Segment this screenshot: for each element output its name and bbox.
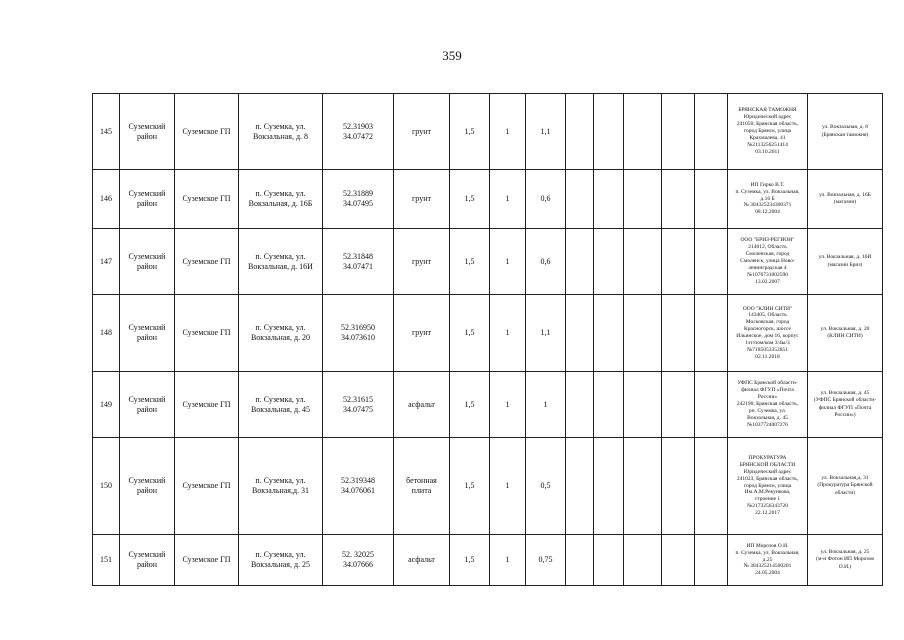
empty-cell [624, 438, 662, 535]
surface-cell: грунт [394, 170, 450, 229]
row-number: 150 [93, 438, 120, 535]
empty-cell [695, 372, 728, 438]
address-cell: п. Суземка, ул. Вокзальная, д. 20 [239, 295, 323, 372]
container-count-cell: 1 [490, 229, 526, 295]
empty-cell [594, 535, 624, 586]
row-number: 148 [93, 295, 120, 372]
table-row [93, 295, 883, 372]
empty-cell [662, 229, 695, 295]
empty-cell [594, 229, 624, 295]
registry-table [92, 93, 883, 586]
empty-cell [566, 94, 594, 170]
empty-cell [624, 372, 662, 438]
district-cell: Суземский район [120, 229, 175, 295]
owner-cell: ИП Морозов О.И. п. Суземка, ул. Вокзальная, д.25 № 304325214500201 24.05.2004 [728, 535, 808, 586]
container-count-cell: 1 [490, 438, 526, 535]
district-cell: Суземский район [120, 438, 175, 535]
district-cell: Суземский район [120, 170, 175, 229]
empty-cell [566, 438, 594, 535]
settlement-cell: Суземское ГП [175, 229, 239, 295]
row-number: 146 [93, 170, 120, 229]
area-cell: 1,5 [450, 94, 490, 170]
empty-cell [566, 170, 594, 229]
empty-cell [624, 94, 662, 170]
area-cell: 1,5 [450, 372, 490, 438]
coordinates-cell: 52.31848 34.07471 [323, 229, 394, 295]
waste-source-cell: ул. Вокзальная,д. 31 (Прокуратура Брянской области) [808, 438, 883, 535]
volume-cell: 0,75 [526, 535, 566, 586]
area-cell: 1,5 [450, 170, 490, 229]
district-cell: Суземский район [120, 94, 175, 170]
coordinates-cell: 52.31889 34.07495 [323, 170, 394, 229]
empty-cell [695, 94, 728, 170]
row-number: 147 [93, 229, 120, 295]
volume-cell: 0,6 [526, 229, 566, 295]
owner-cell: БРЯНСКАЯ ТАМОЖНЯ Юридический адрес 241050, Брянская область, город Брянск, улица Крахмалева, 41 №2113256251414 03.10.2011 [728, 94, 808, 170]
table-row [93, 535, 883, 586]
container-count-cell: 1 [490, 94, 526, 170]
table-row [93, 229, 883, 295]
empty-cell [624, 229, 662, 295]
waste-source-cell: ул. Вокзальная, д. 25 (м-н Фотон ИП Морозов О.И.) [808, 535, 883, 586]
empty-cell [695, 438, 728, 535]
empty-cell [594, 94, 624, 170]
owner-cell: ПРОКУРАТУРА БРЯНСКОЙ ОБЛАСТИ Юридический адрес 241023, Брянская область, город Брянск, улица Им.А.М.Рекункова, строение 1 №2173256343720 22.12.2017 [728, 438, 808, 535]
row-number: 145 [93, 94, 120, 170]
district-cell: Суземский район [120, 295, 175, 372]
waste-source-cell: ул. Вокзальная, д. 20 (КЛИН СИТИ) [808, 295, 883, 372]
address-cell: п. Суземка, ул. Вокзальная, д. 45 [239, 372, 323, 438]
empty-cell [594, 295, 624, 372]
settlement-cell: Суземское ГП [175, 94, 239, 170]
coordinates-cell: 52.31615 34.07475 [323, 372, 394, 438]
surface-cell: асфальт [394, 535, 450, 586]
address-cell: п. Суземка, ул. Вокзальная, д. 16Б [239, 170, 323, 229]
waste-source-cell: ул. Вокзальная, д. 45 (УФПС Брянской области- филиал ФГУП «Почта России») [808, 372, 883, 438]
volume-cell: 1,1 [526, 94, 566, 170]
district-cell: Суземский район [120, 535, 175, 586]
empty-cell [594, 438, 624, 535]
empty-cell [594, 372, 624, 438]
empty-cell [662, 438, 695, 535]
surface-cell: грунт [394, 229, 450, 295]
waste-source-cell: ул. Вокзальная, д. 16Б (магазин) [808, 170, 883, 229]
volume-cell: 0,6 [526, 170, 566, 229]
empty-cell [695, 535, 728, 586]
empty-cell [662, 372, 695, 438]
empty-cell [594, 170, 624, 229]
area-cell: 1,5 [450, 438, 490, 535]
address-cell: п. Суземка, ул. Вокзальная, д. 8 [239, 94, 323, 170]
coordinates-cell: 52.319348 34.076061 [323, 438, 394, 535]
empty-cell [566, 372, 594, 438]
address-cell: п. Суземка, ул. Вокзальная, д. 16И [239, 229, 323, 295]
owner-cell: ООО "КЛИН СИТИ" 143405, Область Московская, город Красногорск, шоссе Ильинское, дом 16, корпус 1эт/пом/ком 3/4ы/3 №7185053352851 02.11.2018 [728, 295, 808, 372]
settlement-cell: Суземское ГП [175, 170, 239, 229]
volume-cell: 1,1 [526, 295, 566, 372]
area-cell: 1,5 [450, 535, 490, 586]
empty-cell [566, 295, 594, 372]
area-cell: 1,5 [450, 229, 490, 295]
container-count-cell: 1 [490, 170, 526, 229]
container-count-cell: 1 [490, 372, 526, 438]
surface-cell: асфальт [394, 372, 450, 438]
table-row [93, 438, 883, 535]
settlement-cell: Суземское ГП [175, 372, 239, 438]
container-count-cell: 1 [490, 535, 526, 586]
district-cell: Суземский район [120, 372, 175, 438]
settlement-cell: Суземское ГП [175, 295, 239, 372]
empty-cell [662, 94, 695, 170]
waste-source-cell: ул. Вокзальная, д. 8 (Брянская таможня) [808, 94, 883, 170]
row-number: 149 [93, 372, 120, 438]
container-count-cell: 1 [490, 295, 526, 372]
empty-cell [695, 170, 728, 229]
table-row [93, 94, 883, 170]
empty-cell [624, 535, 662, 586]
coordinates-cell: 52.316950 34.073610 [323, 295, 394, 372]
owner-cell: ИП Гирко В.Т. п. Суземка, ул. Вокзальная, д.16 Б № 304325234300371 08.12.2004 [728, 170, 808, 229]
waste-source-cell: ул. Вокзальная, д. 16И (магазин Бриз) [808, 229, 883, 295]
coordinates-cell: 52. 32025 34.07666 [323, 535, 394, 586]
empty-cell [662, 295, 695, 372]
address-cell: п. Суземка, ул. Вокзальная, д. 25 [239, 535, 323, 586]
empty-cell [662, 535, 695, 586]
volume-cell: 0,5 [526, 438, 566, 535]
empty-cell [695, 229, 728, 295]
surface-cell: грунт [394, 295, 450, 372]
empty-cell [662, 170, 695, 229]
page-number: 359 [442, 48, 462, 63]
settlement-cell: Суземское ГП [175, 535, 239, 586]
coordinates-cell: 52.31903 34.07472 [323, 94, 394, 170]
surface-cell: бетонная плита [394, 438, 450, 535]
empty-cell [695, 295, 728, 372]
empty-cell [566, 229, 594, 295]
address-cell: п. Суземка, ул. Вокзальная,д. 31 [239, 438, 323, 535]
row-number: 151 [93, 535, 120, 586]
table-row [93, 372, 883, 438]
empty-cell [624, 170, 662, 229]
owner-cell: УФПС Брянской области- филиал ФГУП «Почта России» 242190, Брянская область, рп. Суземка, ул. Вокзальная, д. 45 №1037724007276 [728, 372, 808, 438]
empty-cell [566, 535, 594, 586]
owner-cell: ООО "БРИЗ-РЕГИОН" 214012, Область Смоленская, город Смоленск, улица Ново- ленинградская 4 №1076731002590 13.02.2007 [728, 229, 808, 295]
area-cell: 1,5 [450, 295, 490, 372]
table-row [93, 170, 883, 229]
surface-cell: грунт [394, 94, 450, 170]
volume-cell: 1 [526, 372, 566, 438]
empty-cell [624, 295, 662, 372]
settlement-cell: Суземское ГП [175, 438, 239, 535]
